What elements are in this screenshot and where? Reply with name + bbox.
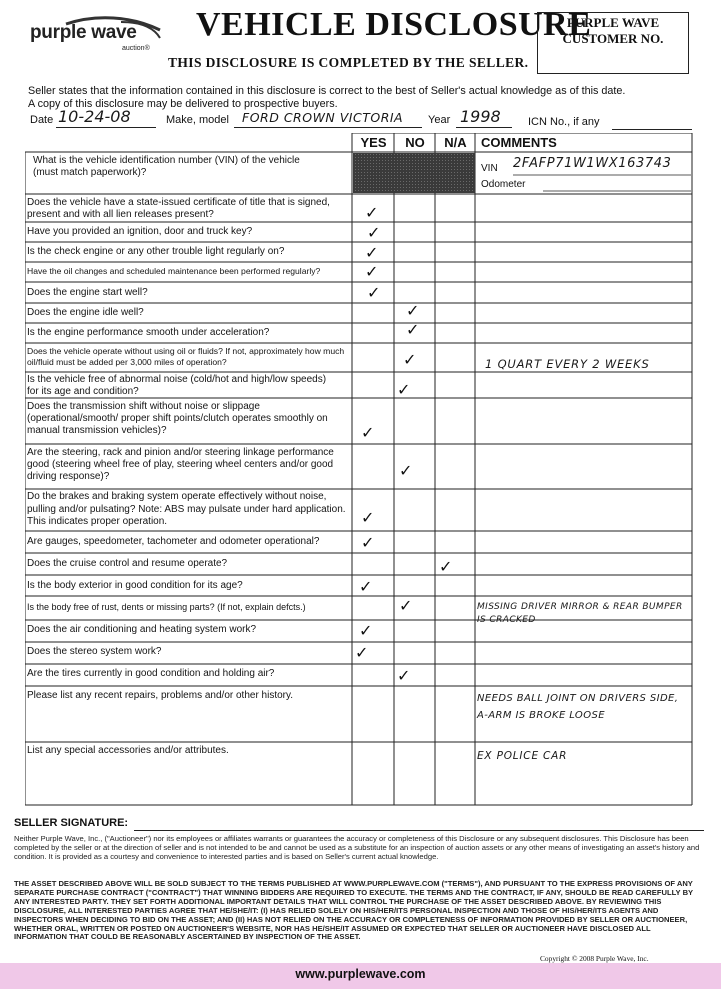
date-underline (56, 126, 156, 128)
check-mark-icon[interactable]: ✓ (365, 203, 379, 222)
date-value[interactable]: 10-24-08 (58, 107, 131, 126)
question-air-conditioning: Does the air conditioning and heating system work? (27, 624, 257, 635)
check-mark-icon[interactable]: ✓ (406, 301, 420, 320)
check-mark-icon[interactable]: ✓ (439, 557, 453, 576)
vin-value[interactable]: 2FAFP71W1WX163743 (513, 156, 672, 171)
comment-oil-fluids[interactable]: 1 QUART EVERY 2 WEEKS (485, 357, 650, 371)
check-mark-icon[interactable]: ✓ (361, 533, 375, 552)
make-value[interactable]: FORD CROWN VICTORIA (242, 110, 404, 125)
copyright-text: Copyright © 2008 Purple Wave, Inc. (540, 954, 649, 963)
customer-number-label: PURPLE WAVE CUSTOMER NO. (562, 15, 664, 46)
seller-signature-label: SELLER SIGNATURE: (14, 817, 129, 829)
check-mark-icon[interactable]: ✓ (367, 223, 381, 242)
disclaimer-text: Neither Purple Wave, Inc., ("Auctioneer") nor its employees or affiliates warrants or guarantees the accuracy or completeness of this Disclosure or any subsequent disclosures. This Disclosure has been completed by the seller or at the direction of seller and is not intended to be and cannot be used as a substitute for an inspection of auction assets or any other means of investigating an asset's history and condition. It is provided as a courtesy and convenience to interested parties and is based on Seller's current actual knowledge. (14, 834, 700, 861)
question-cruise-control: Does the cruise control and resume operate? (27, 558, 228, 569)
check-mark-icon[interactable]: ✓ (399, 596, 413, 615)
legal-terms-text: THE ASSET DESCRIBED ABOVE WILL BE SOLD SUBJECT TO THE TERMS PUBLISHED AT WWW.PURPLEWAVE.COM ("TERMS"), AND PURSUANT TO THE EXPRESS PROVISIONS OF ANY SEPARATE PURCHASE CONTRACT ("CONTRACT") THAT WINNING BIDDERS ARE REQUIRED TO EXECUTE. THE TERMS AND THE CONTRACT, IF ANY, SHOULD BE READ CAREFULLY BY ANY INTERESTED PARTY. THEY SET FORTH ADDITIONAL IMPORTANT DETAILS THAT WILL CONTROL THE PURCHASE OF THE ASSET DESCRIBED ABOVE. BY REVIEWING THIS DISCLOSURE, ALL INTERESTED PARTIES AGREE THAT HE/SHE/IT: (I) HAS RELIED SOLELY ON HIS/HER/ITS PERSONAL INSPECTION AND THOSE OF HIS/HER/ITS AGENTS AND INSPECTORS WHEN DECIDING TO BID ON THE ASSET; AND (II) HAS NOT RELIED ON THE ACCURACY OR COMPLETENESS OF INFORMATION PROVIDED BY SELLER OR AUCTIONEER, WHETHER ORAL, WRITTEN OR POSTED ON AUCTIONEER'S WEBSITE, NOR HAS HE/SHE/IT ASSUMED OR EXPECTED THAT SELLER OR AUCTIONEER HAVE DISCLOSED ALL INFORMATION THAT COULD BE REASONABLY ASCERTAINED BY INSPECTION OF THE ASSET. (14, 879, 693, 942)
question-oil-changes: Have the oil changes and scheduled maintenance been performed regularly? (27, 266, 321, 276)
date-label: Date (30, 114, 54, 126)
check-mark-icon[interactable]: ✓ (397, 666, 411, 685)
check-mark-icon[interactable]: ✓ (359, 621, 373, 640)
intro-line-2: A copy of this disclosure may be delivered to prospective buyers. (28, 97, 338, 110)
odometer-label: Odometer (481, 179, 526, 190)
question-stereo: Does the stereo system work? (27, 646, 162, 657)
question-repairs: Please list any recent repairs, problems and/or other history. (27, 690, 294, 701)
page-title: VEHICLE DISCLOSURE (196, 6, 592, 43)
icn-label: ICN No., if any (528, 116, 600, 128)
check-mark-icon[interactable]: ✓ (355, 643, 369, 662)
question-engine-idle: Does the engine idle well? (27, 307, 144, 318)
question-transmission: Does the transmission shift without noise or slippage (operational/smooth/ proper shift points/clutch operates smoothly on manual transmission vehicles)? (27, 401, 328, 436)
question-tires: Are the tires currently in good condition and holding air? (27, 668, 275, 679)
question-engine-performance: Is the engine performance smooth under acceleration? (27, 327, 270, 338)
question-check-engine: Is the check engine or any other trouble light regularly on? (27, 246, 285, 257)
check-mark-icon[interactable]: ✓ (367, 283, 381, 302)
question-steering: Are the steering, rack and pinion and/or steering linkage performance good (steering wheel free of play, steering wheel centers and/or good driving response)? (27, 447, 334, 482)
disclosure-table (25, 133, 695, 809)
question-engine-start: Does the engine start well? (27, 287, 148, 298)
question-vin: What is the vehicle identification number (VIN) of the vehicle (must match paperwork)? (33, 155, 300, 178)
signature-line[interactable] (134, 829, 704, 831)
check-mark-icon[interactable]: ✓ (399, 461, 413, 480)
header-na: N/A (444, 135, 467, 150)
question-oil-fluids: Does the vehicle operate without using oil or fluids? If not, approximately how much oil/fluid must be added per 3,000 miles of operation? (27, 346, 345, 367)
customer-number-box (537, 12, 689, 74)
question-keys: Have you provided an ignition, door and truck key? (27, 226, 253, 237)
purple-wave-logo (26, 16, 162, 58)
comment-body-rust[interactable]: MISSING DRIVER MIRROR & REAR BUMPER IS CRACKED (477, 602, 683, 625)
question-title: Does the vehicle have a state-issued certificate of title that is signed, present and with all lien releases present? (27, 197, 330, 220)
check-mark-icon[interactable]: ✓ (403, 350, 417, 369)
check-mark-icon[interactable]: ✓ (365, 262, 379, 281)
check-mark-icon[interactable]: ✓ (361, 423, 375, 442)
vin-label: VIN (481, 163, 498, 174)
year-value[interactable]: 1998 (460, 107, 501, 126)
comment-accessories[interactable]: EX POLICE CAR (477, 750, 568, 762)
header-comments: COMMENTS (481, 135, 557, 150)
check-mark-icon[interactable]: ✓ (361, 508, 375, 527)
make-underline (234, 126, 422, 128)
footer-bar (0, 963, 721, 989)
check-mark-icon[interactable]: ✓ (359, 577, 373, 596)
question-body-exterior: Is the body exterior in good condition for its age? (27, 580, 243, 591)
make-label: Make, model (166, 114, 229, 126)
comment-repairs[interactable]: NEEDS BALL JOINT ON DRIVERS SIDE, A-ARM IS BROKE LOOSE (477, 693, 679, 721)
logo-text: purple wave (30, 22, 137, 43)
header-yes: YES (360, 135, 387, 150)
page-subtitle: THIS DISCLOSURE IS COMPLETED BY THE SELLER. (168, 55, 529, 70)
check-mark-icon[interactable]: ✓ (397, 380, 411, 399)
intro-line-1: Seller states that the information contained in this disclosure is correct to the best of Seller's actual knowledge as of this date. (28, 85, 626, 97)
year-underline (456, 126, 512, 128)
check-mark-icon[interactable]: ✓ (406, 320, 420, 339)
icn-underline (612, 128, 692, 130)
year-label: Year (428, 114, 451, 126)
question-noise: Is the vehicle free of abnormal noise (cold/hot and high/low speeds) for its age and condition? (27, 374, 327, 397)
question-brakes: Do the brakes and braking system operate effectively without noise, pulling and/or pulsating? Note: ABS may pulsate under hard application. This indicates proper operation. (27, 491, 346, 527)
question-body-rust: Is the body free of rust, dents or missing parts? (If not, explain defcts.) (27, 602, 306, 612)
footer-url-link[interactable]: www.purplewave.com (295, 967, 426, 981)
question-accessories: List any special accessories and/or attributes. (27, 745, 229, 756)
logo-subtext: auction® (122, 45, 150, 52)
question-gauges: Are gauges, speedometer, tachometer and odometer operational? (27, 536, 320, 547)
check-mark-icon[interactable]: ✓ (365, 243, 379, 262)
header-no: NO (405, 135, 425, 150)
